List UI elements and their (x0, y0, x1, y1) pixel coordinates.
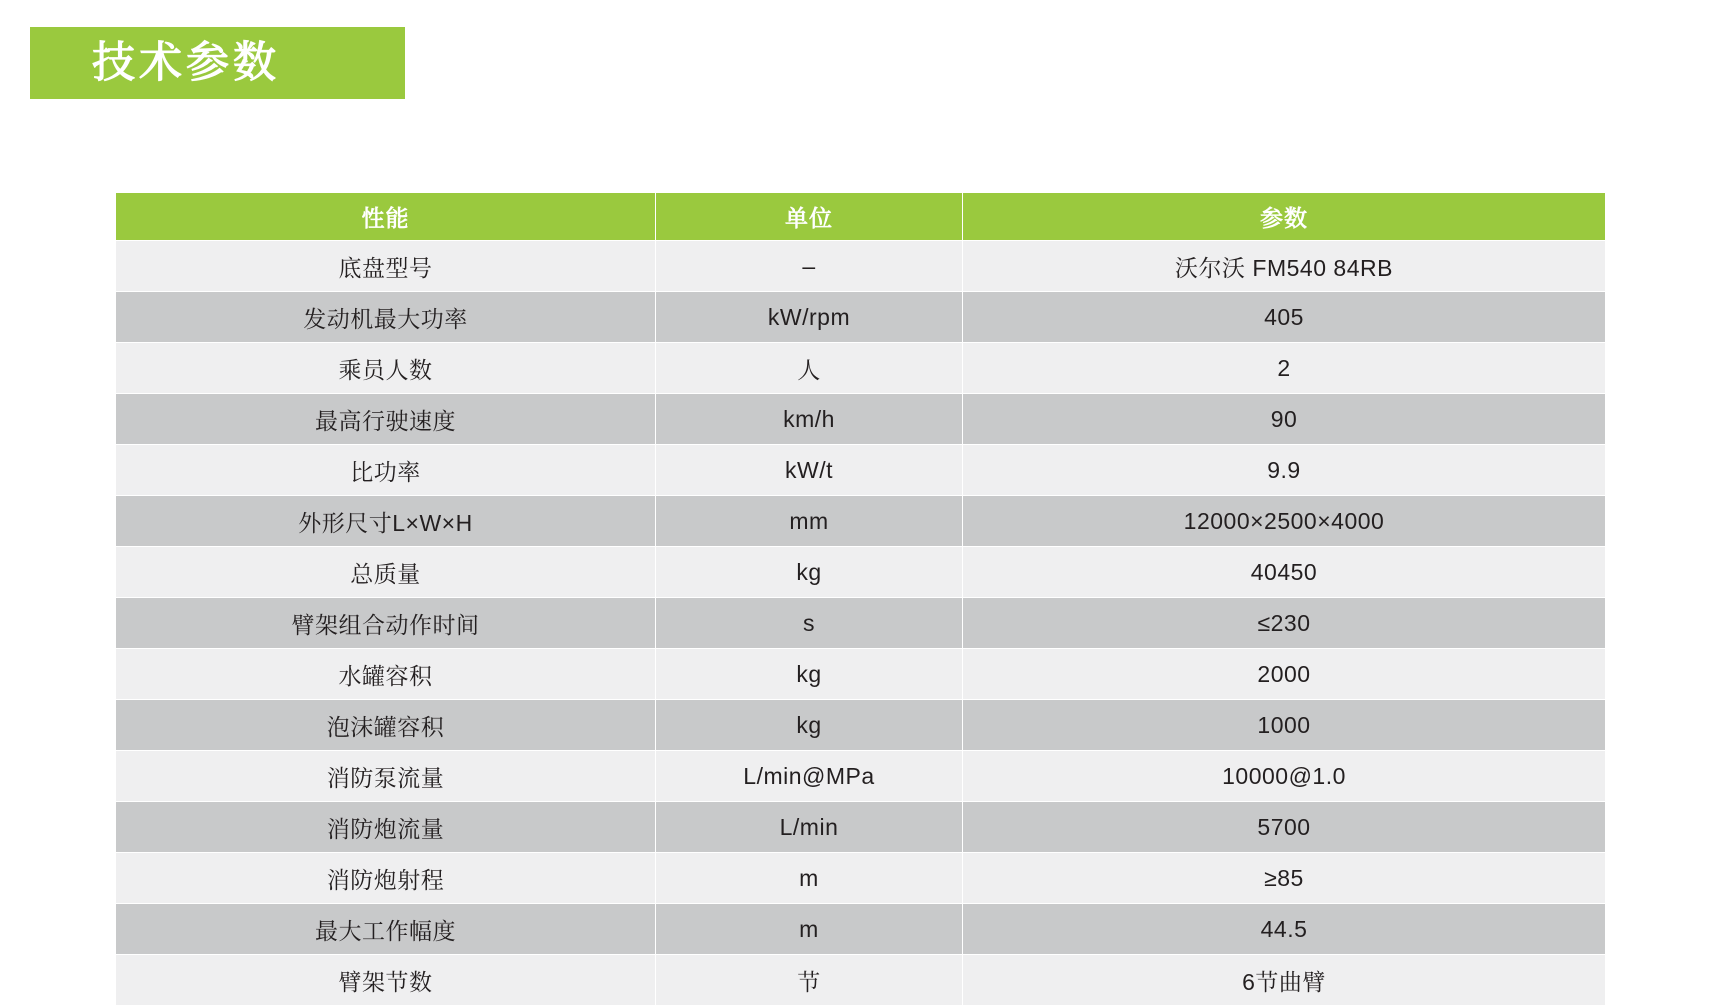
table-row (116, 904, 1606, 955)
cell-performance: 最高行驶速度 (116, 394, 656, 445)
table-row (116, 802, 1606, 853)
table-row (116, 547, 1606, 598)
column-header-parameter: 参数 (963, 193, 1606, 241)
cell-performance: 比功率 (116, 445, 656, 496)
table-row (116, 649, 1606, 700)
table-header-row (116, 193, 1606, 241)
cell-performance: 消防泵流量 (116, 751, 656, 802)
table-row (116, 343, 1606, 394)
cell-unit: kg (656, 649, 963, 700)
cell-parameter: 沃尔沃 FM540 84RB (963, 241, 1606, 292)
cell-unit: s (656, 598, 963, 649)
table-row (116, 700, 1606, 751)
cell-parameter: 12000×2500×4000 (963, 496, 1606, 547)
cell-parameter: 10000@1.0 (963, 751, 1606, 802)
cell-parameter: 6节曲臂 (963, 955, 1606, 1006)
table-row (116, 394, 1606, 445)
cell-unit: kW/t (656, 445, 963, 496)
cell-performance: 总质量 (116, 547, 656, 598)
cell-unit: L/min (656, 802, 963, 853)
column-header-unit: 单位 (656, 193, 963, 241)
page-title: 技术参数 (92, 38, 280, 87)
cell-unit: m (656, 904, 963, 955)
cell-unit: mm (656, 496, 963, 547)
cell-performance: 泡沫罐容积 (116, 700, 656, 751)
cell-unit: L/min@MPa (656, 751, 963, 802)
column-header-performance: 性能 (116, 193, 656, 241)
table-row (116, 445, 1606, 496)
cell-performance: 最大工作幅度 (116, 904, 656, 955)
table-row (116, 598, 1606, 649)
cell-unit: km/h (656, 394, 963, 445)
cell-parameter: 40450 (963, 547, 1606, 598)
cell-performance: 底盘型号 (116, 241, 656, 292)
cell-unit: kg (656, 700, 963, 751)
cell-parameter: 44.5 (963, 904, 1606, 955)
table-row (116, 955, 1606, 1006)
table-body (116, 241, 1606, 1006)
cell-performance: 消防炮流量 (116, 802, 656, 853)
cell-unit: kW/rpm (656, 292, 963, 343)
cell-performance: 外形尺寸L×W×H (116, 496, 656, 547)
cell-parameter: 9.9 (963, 445, 1606, 496)
cell-performance: 乘员人数 (116, 343, 656, 394)
cell-parameter: 405 (963, 292, 1606, 343)
table-row (116, 241, 1606, 292)
cell-parameter: ≥85 (963, 853, 1606, 904)
table-row (116, 853, 1606, 904)
cell-performance: 发动机最大功率 (116, 292, 656, 343)
cell-unit: 节 (656, 955, 963, 1006)
cell-unit: m (656, 853, 963, 904)
table-header (116, 193, 1606, 241)
cell-parameter: 2 (963, 343, 1606, 394)
page-title-banner (30, 27, 405, 99)
cell-parameter: 1000 (963, 700, 1606, 751)
cell-parameter: ≤230 (963, 598, 1606, 649)
table-row (116, 292, 1606, 343)
table-row (116, 751, 1606, 802)
cell-performance: 臂架组合动作时间 (116, 598, 656, 649)
cell-parameter: 2000 (963, 649, 1606, 700)
table-row (116, 496, 1606, 547)
cell-performance: 消防炮射程 (116, 853, 656, 904)
cell-performance: 水罐容积 (116, 649, 656, 700)
technical-specifications-table (115, 192, 1606, 1006)
cell-parameter: 5700 (963, 802, 1606, 853)
cell-unit: – (656, 241, 963, 292)
cell-unit: 人 (656, 343, 963, 394)
cell-parameter: 90 (963, 394, 1606, 445)
cell-unit: kg (656, 547, 963, 598)
cell-performance: 臂架节数 (116, 955, 656, 1006)
